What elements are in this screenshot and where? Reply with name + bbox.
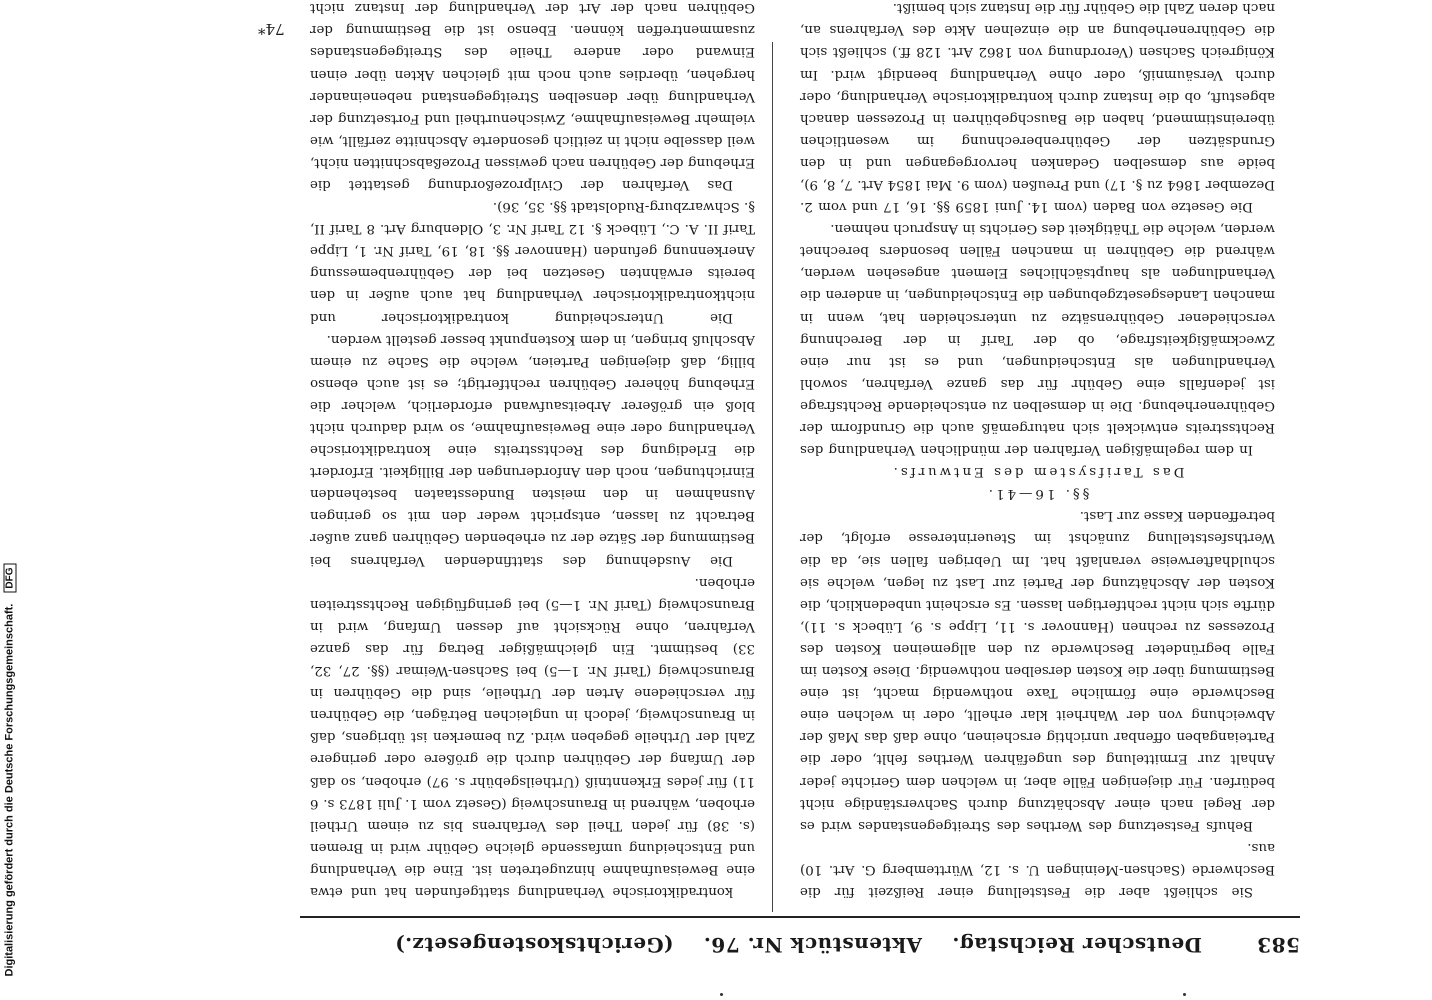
paragraph: Sie schließt aber die Feststellung einer Reißzeit für die Beschwerde (Sachsen-Meiningen U. s. 12, Württemberg G. Art. 10) aus. bbox=[800, 839, 1275, 899]
topic: (Gerichtskostengesetz.) bbox=[394, 933, 674, 957]
paragraph: Die Ausdehnung des stattfindenden Verfahrens bei Bestimmung der Sätze der zu erhebenden Gebühren ganz außer Betracht zu lassen, entspricht weder den mit so geringen Ausnahmen in den meisten Bundesstaaten bestehenden Einrichtungen, noch den Anforderungen der Billigkeit. Erfordert die Erledigung des Rechtsstreits eine kontradiktorische Verhandlung oder eine Beweisaufnahme, so wird dadurch nicht bloß ein größerer Arbeitsaufwand erforderlich, welcher die Erhebung höherer Gebühren rechtfertigt; es ist auch ebenso billig, daß diejenigen Parteien, welche die Sache zu einem Abschluß bringen, in dem Kostenpunkt besser gestellt werden. bbox=[310, 331, 755, 568]
credit-text: Digitalisierung gefördert durch die Deutsche Forschungsgemeinschaft. bbox=[3, 603, 16, 977]
running-title bbox=[340, 933, 1257, 957]
paragraph: Die Unterscheidung kontradiktorischer und nichtkontradiktorischer Verhandlung hat auch außer in den bereits erwähnten Gesetzen bei der Gebührenbemessung Anerkennung gefunden (Hannover §§. 18, 19, Tarif Nr. 1, Lippe Tarif II. A. C., Lübeck §. 12 Tarif Nr. 3, Oldenburg Art. 8 Tarif II, §. Schwarzburg-Rudolstadt §§. 35, 36). bbox=[310, 199, 755, 325]
scan-speck bbox=[1183, 993, 1186, 996]
attachment-number: Aktenstück Nr. 76. bbox=[703, 933, 923, 957]
paragraph: In dem regelmäßigen Verfahren der mündlichen Verhandlung des Rechtsstreits entwickelt sich naturgemäß auch die Grundform der Gebührenerhebung. Die in demselben zu entscheidende Rechtsfrage ist jedenfalls eine Gebühr für das ganze Verfahren, sowohl Verhandlungen als Entscheidungen, und es ist nur eine Zweckmäßigkeitsfrage, ob der Tarif in der Berechnung verschiedener Gebührensätze zu unterscheiden hat, wenn in manchen Landesgesetzgebungen die Entscheidungen, in anderen die Verhandlungen als hauptsächliches Element angesehen werden, während die Gebühren in manchen Fällen besonders berechnet werden, welche die Thätigkeit des Gerichts in Anspruch nehmen. bbox=[800, 221, 1275, 458]
dfg-logo: DFG bbox=[4, 563, 17, 592]
section-heading: §§. 16—41. bbox=[985, 486, 1090, 502]
section-subheading: Das Tarifsystem des Entwurfs. bbox=[890, 464, 1185, 480]
paragraph: Behufs Festsetzung des Werthes des Streitgegenstandes wird es der Regel nach einer Abschätzung durch Sachverständige nicht bedürfen. Für diejenigen Fälle aber, in welchen dem Gerichte jeder Anhalt zur Ermittelung des ungefähren Werthes fehlt, oder die Parteiangaben offenbar unrichtig erscheinen, ohne daß das Maß der Abweichung von der Wahrheit klar erhellt, oder in welchen eine Beschwerde eine förmliche Taxe nothwendig macht, ist eine Bestimmung über die Kosten derselben nothwendig. Diese Kosten im Falle begründeter Beschwerde zu den allgemeinen Kosten des Prozesses zu rechnen (Hannover s. 11, Lippe s. 9, Lübeck s. 11), dürfte sich nicht rechtfertigen lassen. Es erscheint unbedenklich, die Kosten der Abschätzung der Partei zur Last zu legen, welche sie schuldhafterweise veranlaßt hat. Im Uebrigen fallen sie, da die Werthsfeststellung zunächst im Steuerinteresse erfolgt, der betreffenden Kasse zur Last. bbox=[800, 508, 1275, 833]
sidebar-credit-strip bbox=[0, 0, 24, 1000]
page-number: 583 bbox=[1256, 933, 1300, 957]
scan-speck bbox=[720, 993, 723, 996]
paragraph: Die Gesetze von Baden (vom 14. Juni 1859 §§. 16, 17 und vom 2. Dezember 1864 zu §. 17) und Preußen (vom 9. Mai 1854 Art. 7, 8, 9), beide aus demselben Gedanken hervorgegangen und in den Grundsätzen der Gebührenberechnung im wesentlichen übereinstimmend, haben die Bauschgebühren in Prozessen danach abgestuft, ob die Instanz durch kontradiktorische Verhandlung, oder durch Versäumniß, oder ohne Verhandlung beendigt wird. Im Königreich Sachsen (Verordnung von 1862 Art. 128 ff.) schließt sich die Gebührenerhebung an die einzelnen Akte des Verfahrens an, nach deren Zahl die Gebühr für die Instanz sich bemißt. bbox=[800, 0, 1275, 215]
journal-name: Deutscher Reichstag. bbox=[951, 933, 1203, 957]
paragraph: kontradiktorische Verhandlung stattgefunden hat und etwa eine Beweisaufnahme hinzugetreten ist. Eine die Verhandlung und Entscheidung umfassende gleiche Gebühr wird in Bremen (s. 38) für jeden Theil des Verfahrens bis zu einem Urtheil erhoben, während in Braunschweig (Gesetz vom 1. Juli 1873 s. 6 11) für jedes Erkenntniß (Urtheilsgebühr s. 97) erhoben, so daß der Umfang der Gebühren durch die größere oder geringere Zahl der Urtheile gegeben wird. Zu bemerken ist übrigens, daß in Braunschweig, jedoch in ungleichen Beträgen, die Gebühren für verschiedene Arten der Urtheile, sind die Gebühren in Braunschweig (Tarif Nr. 1—5) bei Sachsen-Weimar (§§. 27, 32, 33) bestimmt. Ein gleichmäßiger Betrag für das ganze Verfahren, ohne Rücksicht auf dessen Umfang, wird in Braunschweig (Tarif Nr. 1—5) bei geringfügigen Rechtsstreiten erhoben. bbox=[310, 574, 755, 899]
column-left bbox=[800, 0, 1275, 902]
signature-mark: 74* bbox=[258, 20, 285, 38]
column-right bbox=[310, 0, 755, 902]
paragraph: Das Verfahren der Civilprozeßordnung gestattet die Erhebung der Gebühren nach gewissen Prozeßabschnitten nicht, weil dasselbe nicht in zeitlich gesonderte Abschnitte zerfällt, wie vielmehr Beweisaufnahme, Zwischenurtheil und Fortsetzung der Verhandlung über denselben Streitgegenstand nebeneinander hergehen, überdies auch noch mit gleichen Akten über einen Einwand oder andere Theile des Streitgegenstandes zusammentreffen können. Ebenso ist die Bestimmung der Gebühren nach der Art der Verhandlung der Instanz nicht bbox=[310, 0, 755, 192]
header-rule bbox=[300, 916, 1300, 918]
digitization-credit bbox=[4, 17, 17, 977]
page-header bbox=[300, 925, 1300, 965]
column-divider bbox=[772, 42, 773, 912]
